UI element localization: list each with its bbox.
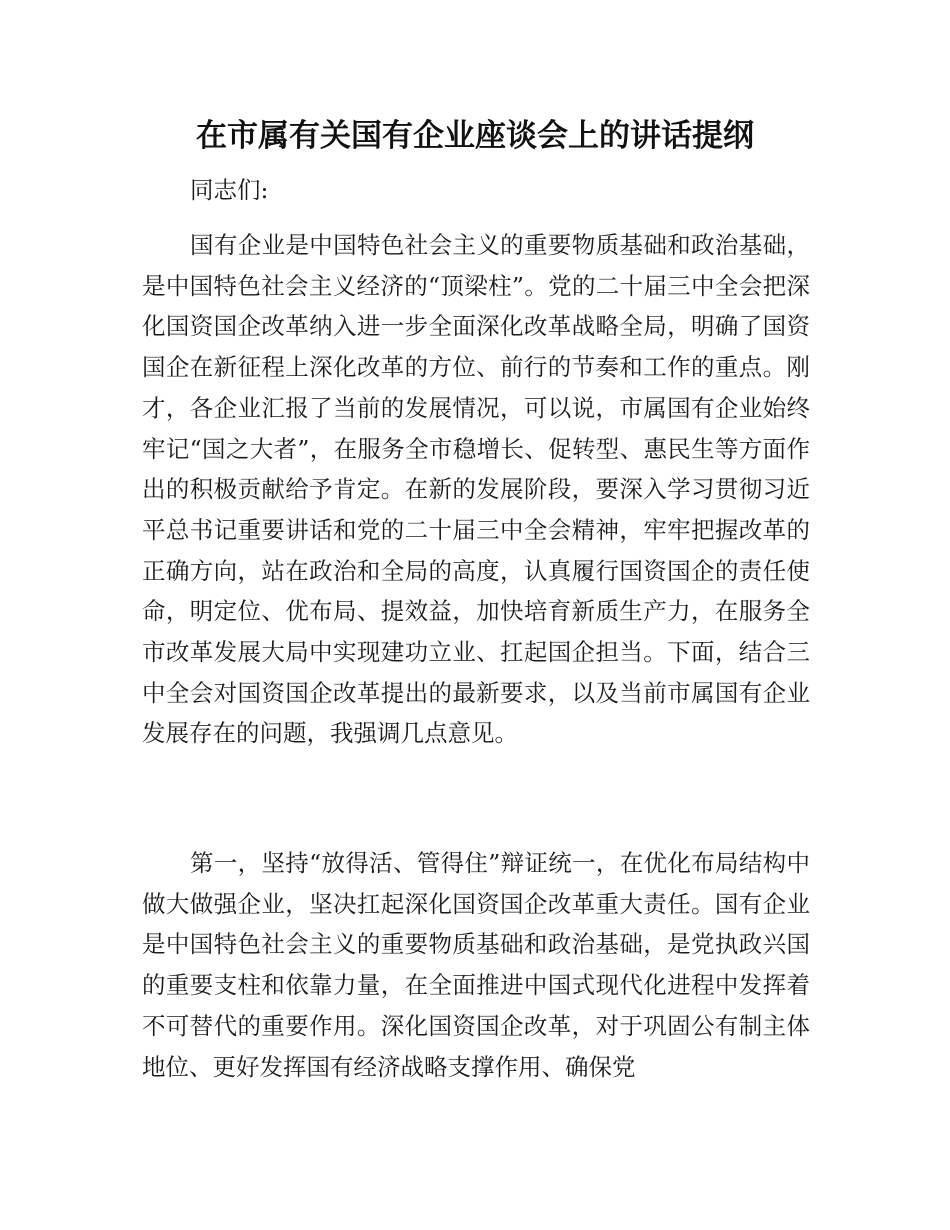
paragraph-first-point: 第一，坚持“放得活、管得住”辩证统一，在优化布局结构中做大做强企业，坚决扛起深化国资国企改革重大责任。国有企业是中国特色社会主义的重要物质基础和政治基础，是党执政兴国的重要支柱和依靠力量，在全面推进中国式现代化进程中发挥着不可替代的重要作用。深化国资国企改革，对于巩固公有制主体地位、更好发挥国有经济战略支撑作用、确保党 xyxy=(142,849,810,1081)
greeting: 同志们: xyxy=(190,176,269,204)
document-title: 在市属有关国有企业座谈会上的讲话提纲 xyxy=(196,118,754,154)
paragraph-intro: 国有企业是中国特色社会主义的重要物质基础和政治基础，是中国特色社会主义经济的“顶梁柱”。党的二十届三中全会把深化国资国企改革纳入进一步全面深化改革战略全局，明确了国资国企在新征程上深化改革的方位、前行的节奏和工作的重点。刚才，各企业汇报了当前的发展情况，可以说，市属国有企业始终牢记“国之大者”，在服务全市稳增长、促转型、惠民生等方面作出的积极贡献给予肯定。在新的发展阶段，要深入学习贯彻习近平总书记重要讲话和党的二十届三中全会精神，牢牢把握改革的正确方向，站在政治和全局的高度，认真履行国资国企的责任使命，明定位、优布局、提效益，加快培育新质生产力，在服务全市改革发展大局中实现建功立业、扛起国企担当。下面，结合三中全会对国资国企改革提出的最新要求，以及当前市属国有企业发展存在的问题，我强调几点意见。 xyxy=(142,231,810,748)
